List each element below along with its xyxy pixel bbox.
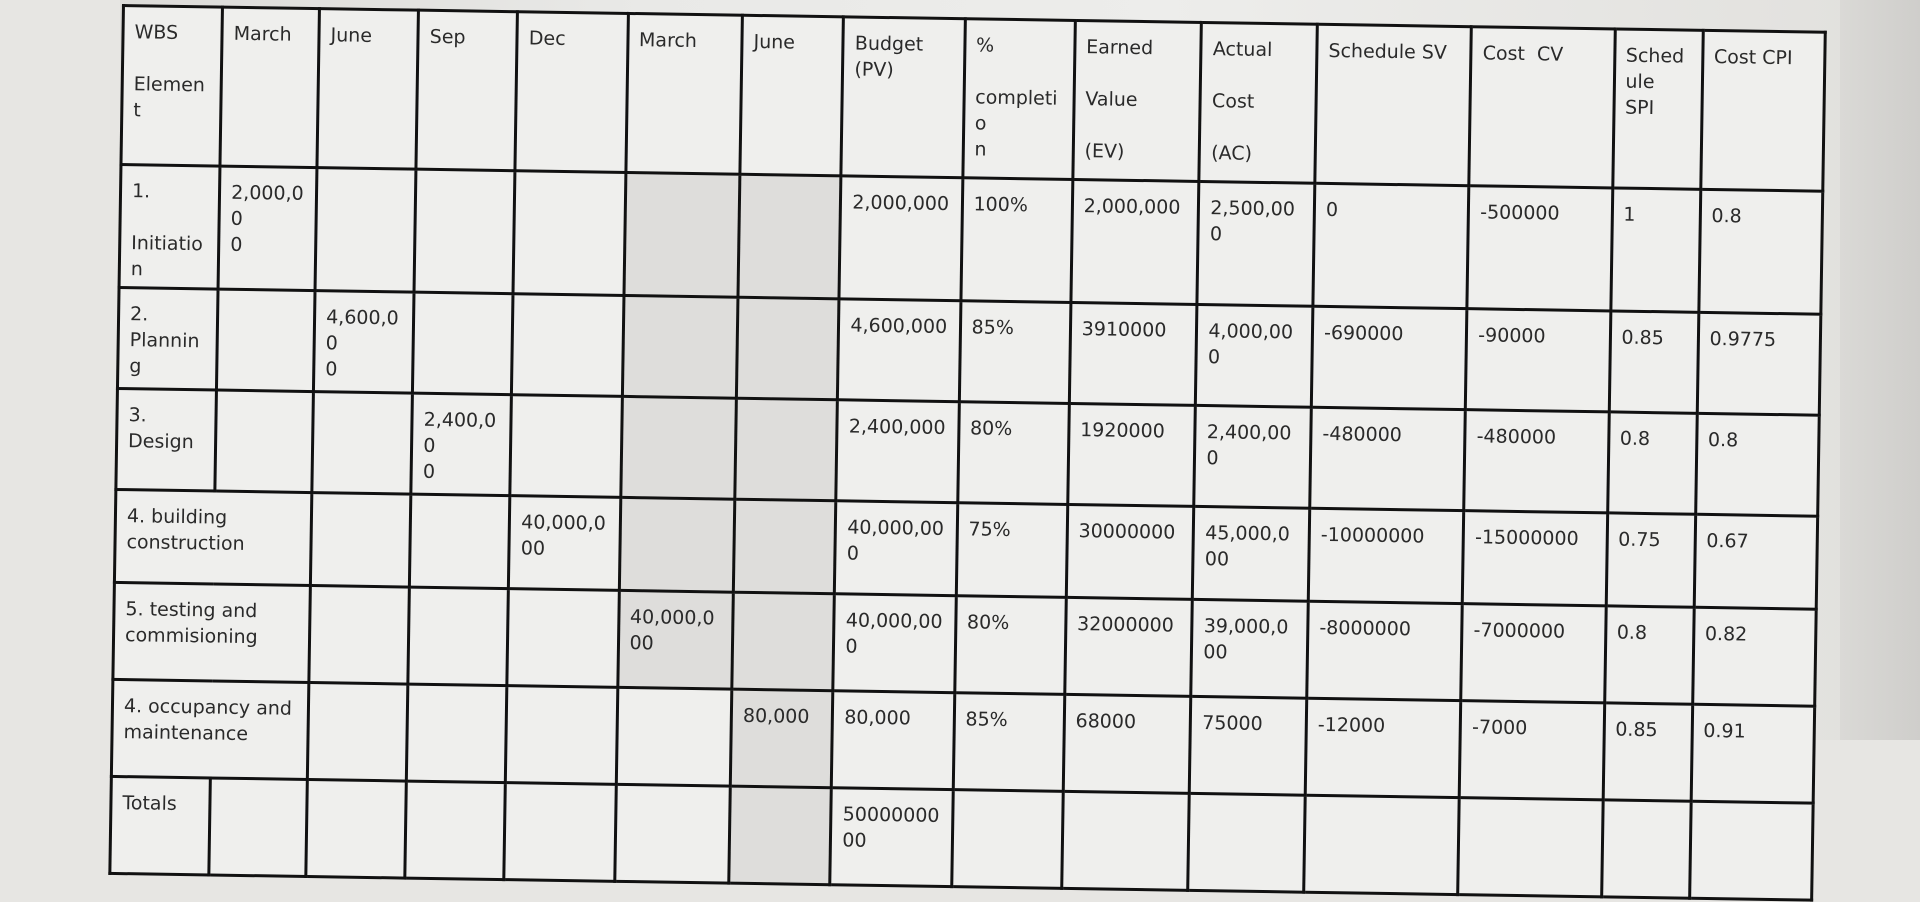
header-cell-percent-completion: % completio n [962,19,1075,180]
cell-cost-cpi [1689,801,1813,900]
cell-june-2 [729,786,832,885]
cell-schedule-spi: 0.8 [1604,606,1694,704]
cell-percent-completion: 80% [957,402,1069,505]
background-edge [1840,0,1920,740]
cell-budget-pv: 80,000 [832,691,955,790]
cell-dec [510,395,622,498]
cell-schedule-sv: -8000000 [1307,601,1463,700]
cell-dec [504,783,616,882]
cell-sep [410,494,511,589]
cell-march-1 [215,390,314,493]
header-cell-cost-cv: Cost CV [1469,27,1615,188]
cell-earned-value [1061,791,1189,890]
cell-schedule-spi: 0.8 [1607,412,1697,514]
cell-dec [512,294,624,397]
cell-cost-cpi: 0.67 [1694,514,1818,609]
cell-cost-cpi: 0.8 [1695,413,1819,516]
cell-cost-cv: -7000000 [1461,604,1606,703]
cell-budget-pv: 4,600,000 [838,299,961,402]
cell-actual-cost: 75000 [1190,696,1307,795]
header-cell-june-2: June [740,15,844,176]
cell-june-1 [315,168,416,293]
header-cell-earned-value: Earned Value (EV) [1073,20,1202,181]
cell-dec [506,686,618,785]
cell-cost-cpi: 0.82 [1692,607,1816,706]
cell-budget-pv: 50000000 00 [830,788,953,887]
cell-schedule-sv [1304,795,1460,894]
cell-june-2: 80,000 [730,689,833,788]
cell-march-2 [616,687,732,786]
cell-earned-value: 3910000 [1069,302,1197,405]
cell-march-2 [620,396,736,499]
header-cell-schedule-sv: Schedule SV [1315,24,1472,185]
cell-march-2 [619,497,735,592]
cell-schedule-sv: -480000 [1310,407,1466,510]
cell-schedule-spi: 0.75 [1606,513,1696,607]
cell-dec: 40,000,000 [509,496,621,591]
cell-percent-completion: 85% [959,301,1071,404]
header-cell-wbs: WBS Element [121,6,223,167]
cell-percent-completion: 85% [953,693,1065,792]
cell-schedule-spi: 0.85 [1603,703,1693,801]
cell-wbs: 1. Initiation [119,165,220,290]
cell-actual-cost: 2,500,00 0 [1197,181,1315,306]
cell-sep [405,781,506,880]
cell-sep [407,684,508,783]
cell-budget-pv: 2,000,000 [839,176,962,301]
header-cell-march-1: March [220,7,319,168]
cell-june-1 [306,780,407,879]
cell-cost-cv [1458,798,1603,897]
header-cell-march-2: March [625,13,742,174]
cell-earned-value: 30000000 [1066,504,1194,599]
cell-june-1 [312,392,413,495]
cell-sep: 2,400,00 0 [411,393,512,496]
wbs-table-container [111,4,1827,852]
cell-june-1 [309,586,410,685]
cell-cost-cpi: 0.91 [1691,704,1815,803]
cell-wbs: 4. occupancy and maintenance [111,679,309,779]
cell-actual-cost: 45,000,0 00 [1193,506,1310,601]
cell-schedule-sv: 0 [1313,183,1469,308]
cell-march-1: 2,000,00 0 [218,166,317,291]
cell-actual-cost [1188,793,1305,892]
header-cell-actual-cost: Actual Cost (AC) [1199,22,1317,183]
cell-wbs: 2. Planning [117,287,218,390]
header-row [121,6,1825,192]
cell-actual-cost: 39,000,0 00 [1191,599,1308,698]
cell-percent-completion [951,790,1063,889]
cell-june-2 [732,592,835,691]
cell-earned-value: 2,000,000 [1071,179,1200,304]
cell-budget-pv: 40,000,00 0 [833,594,956,693]
cell-june-1 [307,683,408,782]
cell-actual-cost: 4,000,00 0 [1196,304,1313,407]
cell-percent-completion: 80% [954,596,1066,695]
cell-cost-cpi: 0.8 [1698,189,1822,314]
wbs-earned-value-table [108,4,1826,902]
cell-june-1 [310,493,411,588]
cell-earned-value: 32000000 [1065,597,1193,696]
cell-cost-cv: -90000 [1466,309,1611,412]
cell-percent-completion: 75% [956,503,1068,598]
header-cell-cost-cpi: Cost CPI [1700,30,1825,191]
cell-actual-cost: 2,400,00 0 [1194,405,1311,508]
cell-wbs: 4. building construction [114,489,312,585]
cell-percent-completion: 100% [961,178,1073,303]
cell-earned-value: 1920000 [1068,403,1196,506]
cell-wbs: 3. Design [116,388,217,491]
cell-march-1 [209,778,307,877]
header-cell-june-1: June [317,9,419,170]
cell-schedule-spi: 0.85 [1609,311,1699,413]
cell-cost-cv: -480000 [1464,410,1609,513]
cell-schedule-sv: -690000 [1311,306,1467,409]
cell-march-2 [614,784,730,883]
cell-dec [507,589,619,688]
cell-sep [413,292,514,395]
cell-june-1: 4,600,00 0 [314,291,415,394]
cell-earned-value: 68000 [1063,694,1191,793]
cell-june-2 [738,174,841,299]
cell-march-2: 40,000,000 [617,590,733,689]
cell-march-1 [217,289,316,392]
cell-wbs: 5. testing and commisioning [113,582,311,682]
header-cell-schedule-spi: Sched ule SPI [1612,29,1703,189]
header-cell-dec: Dec [515,12,628,173]
cell-schedule-sv: -10000000 [1308,508,1464,603]
cell-budget-pv: 2,400,000 [836,400,959,503]
cell-schedule-sv: -12000 [1305,698,1461,797]
cell-march-2 [622,295,738,398]
cell-cost-cv: -15000000 [1463,511,1608,606]
cell-schedule-spi: 1 [1610,188,1700,312]
cell-dec [513,171,625,296]
cell-schedule-spi [1601,800,1691,898]
header-cell-budget-pv: Budget (PV) [841,17,965,178]
cell-june-2 [733,499,836,594]
cell-wbs: Totals [110,776,211,875]
cell-cost-cpi: 0.9775 [1697,312,1821,415]
cell-june-2 [735,398,838,501]
cell-sep [408,587,509,686]
cell-march-2 [624,172,740,297]
cell-june-2 [736,297,839,400]
cell-cost-cv: -500000 [1467,186,1612,311]
cell-budget-pv: 40,000,00 0 [835,501,958,596]
cell-sep [414,169,515,294]
header-cell-sep: Sep [416,10,518,171]
cell-cost-cv: -7000 [1459,701,1604,800]
